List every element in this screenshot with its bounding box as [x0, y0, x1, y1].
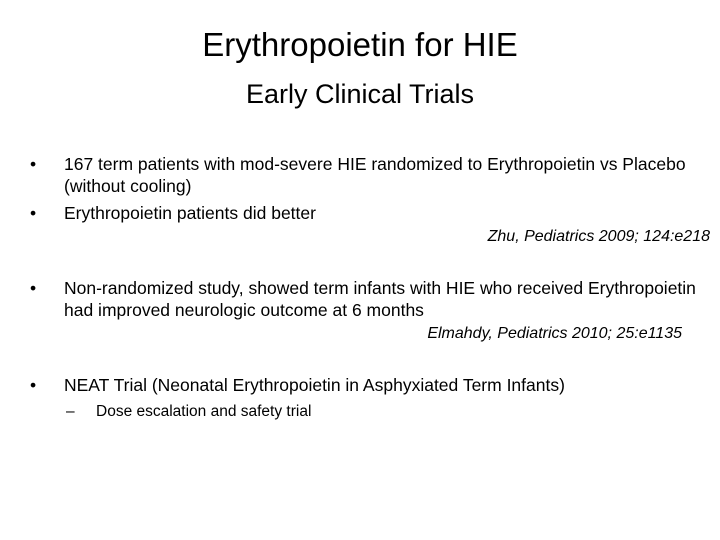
bullet-marker: •	[30, 203, 37, 223]
bullet-marker: •	[30, 154, 37, 174]
bullet-item	[30, 374, 710, 396]
slide-title	[0, 22, 720, 114]
bullet-item	[30, 277, 710, 321]
bullet-marker: •	[30, 375, 37, 395]
title-line-1: Erythropoietin for HIE	[202, 26, 518, 63]
bullet-text: Erythropoietin patients did better	[64, 203, 316, 223]
sub-bullet-text: Dose escalation and safety trial	[96, 403, 312, 420]
title-line-2: Early Clinical Trials	[245, 79, 475, 109]
bullet-item	[30, 202, 710, 224]
bullet-text: 167 term patients with mod-severe HIE randomized to Erythropoietin vs Placebo (without cooling)	[64, 154, 686, 196]
bullet-marker: •	[30, 278, 37, 298]
bullet-text: NEAT Trial (Neonatal Erythropoietin in Asphyxiated Term Infants)	[64, 375, 565, 395]
sub-bullet-marker: –	[66, 403, 75, 420]
bullet-text: Non-randomized study, showed term infants with HIE who received Erythropoietin had improved neurologic outcome at 6 months	[64, 278, 696, 320]
citation: Elmahdy, Pediatrics 2010; 25:e1135	[427, 325, 682, 342]
sub-bullet-item	[66, 402, 666, 422]
bullet-item	[30, 153, 710, 197]
citation: Zhu, Pediatrics 2009; 124:e218	[487, 228, 710, 245]
